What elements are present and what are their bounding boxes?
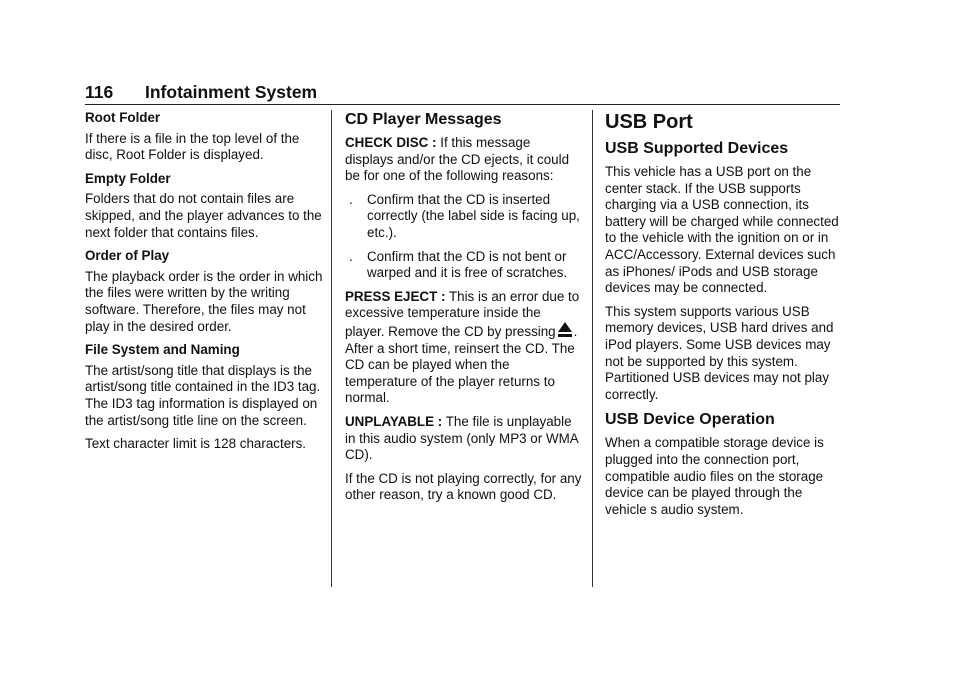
file-system-text: The artist/song title that displays is the artist/song title contained in the ID3 tag. The ID3 tag information is displayed on the artist/song title line on the screen. (85, 362, 321, 428)
order-of-play-text: The playback order is the order in which the files were written by the writing software. Therefore, the files may not play in the desired order. (85, 268, 323, 334)
column-divider (592, 110, 593, 587)
column-left (85, 110, 325, 460)
usb-port-heading: USB Port (605, 111, 693, 133)
check-disc-label: CHECK DISC : (345, 135, 437, 150)
check-disc-paragraph (345, 135, 582, 185)
cd-messages-heading: CD Player Messages (345, 111, 502, 128)
bullet-mark: . (349, 248, 353, 264)
bullet-text: Confirm that the CD is inserted correctly (the label side is facing up, etc.). (367, 191, 580, 240)
press-eject-label: PRESS EJECT : (345, 288, 446, 304)
page-title: Infotainment System (145, 82, 318, 102)
press-eject-paragraph (345, 289, 582, 407)
char-limit-text: Text character limit is 128 characters. (85, 436, 307, 452)
usb-supported-heading: USB Supported Devices (605, 140, 789, 157)
unplayable-text: The file is unplayable in this audio system (only MP3 or WMA CD). (345, 413, 578, 463)
root-folder-heading: Root Folder (85, 110, 161, 125)
bullet-text: Confirm that the CD is not bent or warped and it is free of scratches. (367, 248, 568, 281)
bullet-mark: . (349, 191, 353, 207)
empty-folder-text: Folders that do not contain files are skipped, and the player advances to the next folder that contains files. (85, 191, 322, 240)
press-eject-text: This is an error due to excessive temperature inside the player. Remove the CD by pressing (345, 288, 580, 339)
empty-folder-heading: Empty Folder (85, 170, 171, 186)
usb-operation-text: When a compatible storage device is plugged into the connection port, compatible audio files on the storage device can be played through the vehicle s audio system. (605, 435, 824, 517)
check-disc-text: If this message displays and/or the CD ejects, it could be for one of the following reasons: (345, 135, 570, 184)
usb-supported-text-2: This system supports various USB memory devices, USB hard drives and iPod players. Some USB devices may not be supported by this system. Partitioned USB devices may not play correctly. (605, 303, 834, 402)
press-eject-text-cont: . After a short time, reinsert the CD. The CD can be played when the temperature of the player returns to normal. (345, 323, 578, 406)
list-item (345, 249, 582, 282)
unplayable-paragraph (345, 414, 582, 464)
page-number: 116 (85, 82, 114, 102)
usb-operation-heading: USB Device Operation (605, 411, 775, 429)
column-divider (331, 110, 332, 587)
column-right (605, 110, 840, 525)
list-item (345, 192, 582, 242)
usb-supported-text: This vehicle has a USB port on the center stack. If the USB supports charging via a USB connection, its battery will be charged while connected to the vehicle with the ignition on or in ACC/Accessory. External devices such as iPhones/ iPods and USB storage devices may be connected. (605, 164, 839, 296)
eject-icon (557, 322, 573, 338)
not-playing-text: If the CD is not playing correctly, for any other reason, try a known good CD. (345, 470, 582, 503)
unplayable-label: UNPLAYABLE : (345, 413, 443, 429)
page-header (85, 82, 840, 105)
order-of-play-heading: Order of Play (85, 248, 170, 264)
file-system-heading: File System and Naming (85, 342, 240, 358)
column-middle (345, 110, 582, 511)
root-folder-text: If there is a file in the top level of the disc, Root Folder is displayed. (85, 130, 300, 163)
